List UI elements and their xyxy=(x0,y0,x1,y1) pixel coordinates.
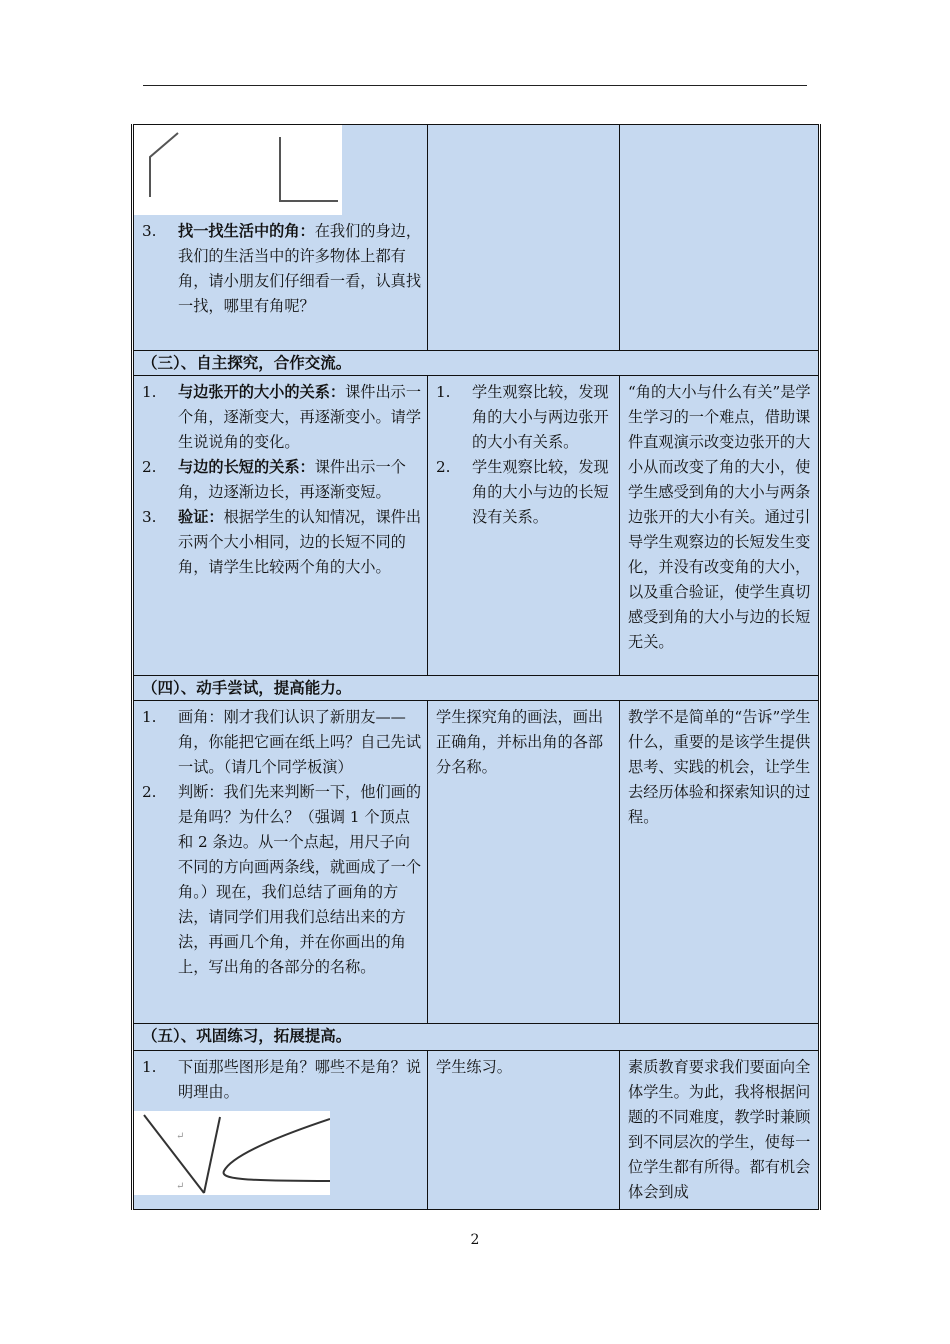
lesson-table xyxy=(131,124,821,1210)
list-item: 1. 与边张开的大小的关系：课件出示一个角，逐渐变大，再逐渐变小。请学生说说角的变化。 xyxy=(142,383,421,451)
design-intent-cell: “角的大小与什么有关”是学生学习的一个难点，借助课件直观演示改变边张开的大小从而改变了角的大小，使学生感受到角的大小与两条边张开的大小有关。通过引导学生观察边的长短发生变化，并没有改变角的大小，以及重合验证，使学生真切感受到角的大小与边的长短无关。 xyxy=(620,376,820,676)
teacher-activity-cell xyxy=(133,1051,428,1210)
section-heading: （三）、自主探究，合作交流。 xyxy=(133,351,820,376)
section-heading-row xyxy=(133,676,820,701)
teacher-activity-cell xyxy=(133,125,428,351)
design-intent-cell xyxy=(620,125,820,351)
header-rule xyxy=(143,85,807,86)
list-item: 3. 找一找生活中的角：在我们的身边，我们的生活当中的许多物体上都有角，请小朋友们仔细看一看，认真找一找，哪里有角呢？ xyxy=(142,222,421,315)
design-intent-cell: 教学不是简单的“告诉”学生什么，重要的是该学生提供思考、实践的机会，让学生去经历体验和探索知识的过程。 xyxy=(620,701,820,1024)
list-item: 3. 验证：根据学生的认知情况，课件出示两个大小相同，边的长短不同的角，请学生比较两个角的大小。 xyxy=(142,508,421,576)
list-item: 2. 学生观察比较，发现角的大小与边的长短没有关系。 xyxy=(436,458,609,526)
section-heading: （四）、动手尝试，提高能力。 xyxy=(133,676,820,701)
table-row xyxy=(133,1051,820,1210)
svg-text:↵: ↵ xyxy=(176,1181,185,1192)
angle-shapes-figure xyxy=(133,125,343,215)
teacher-activity-cell xyxy=(133,701,428,1024)
section-heading-row xyxy=(133,1024,820,1051)
list-item: 2. 判断：我们先来判断一下，他们画的是角吗？为什么？（强调 1 个顶点和 2 条边。从一个点起，用尺子向不同的方向画两条线，就画成了一个角。）现在，我们总结了画角的方法，请同学们用我们总结出来的方法，再画几个角，并在你画出的角上，写出角的各部分的名称。 xyxy=(142,783,421,976)
section-heading-row xyxy=(133,351,820,376)
svg-text:↵: ↵ xyxy=(176,1131,185,1142)
design-intent-cell: 素质教育要求我们要面向全体学生。为此，我将根据问题的不同难度，教学时兼顾到不同层次的学生，使每一位学生都有所得。都有机会体会到成 xyxy=(620,1051,820,1210)
section-heading: （五）、巩固练习，拓展提高。 xyxy=(133,1024,820,1051)
list-item: 1. 画角：刚才我们认识了新朋友——角，你能把它画在纸上吗？自己先试一试。（请几个同学板演） xyxy=(142,708,421,776)
list-item: 1. 下面那些图形是角？哪些不是角？说明理由。 xyxy=(142,1058,421,1101)
angle-exercise-figure xyxy=(133,1111,331,1195)
student-activity-cell: 学生练习。 xyxy=(428,1051,620,1210)
student-activity-cell xyxy=(428,125,620,351)
table-row xyxy=(133,701,820,1024)
student-activity-cell xyxy=(428,376,620,676)
table-row xyxy=(133,376,820,676)
student-activity-cell: 学生探究角的画法，画出正确角，并标出角的各部分名称。 xyxy=(428,701,620,1024)
teacher-activity-cell xyxy=(133,376,428,676)
list-item: 2. 与边的长短的关系：课件出示一个角，边逐渐边长，再逐渐变短。 xyxy=(142,458,406,501)
table-row xyxy=(133,125,820,351)
page-number: 2 xyxy=(470,1232,480,1248)
list-item: 1. 学生观察比较，发现角的大小与两边张开的大小有关系。 xyxy=(436,383,609,451)
